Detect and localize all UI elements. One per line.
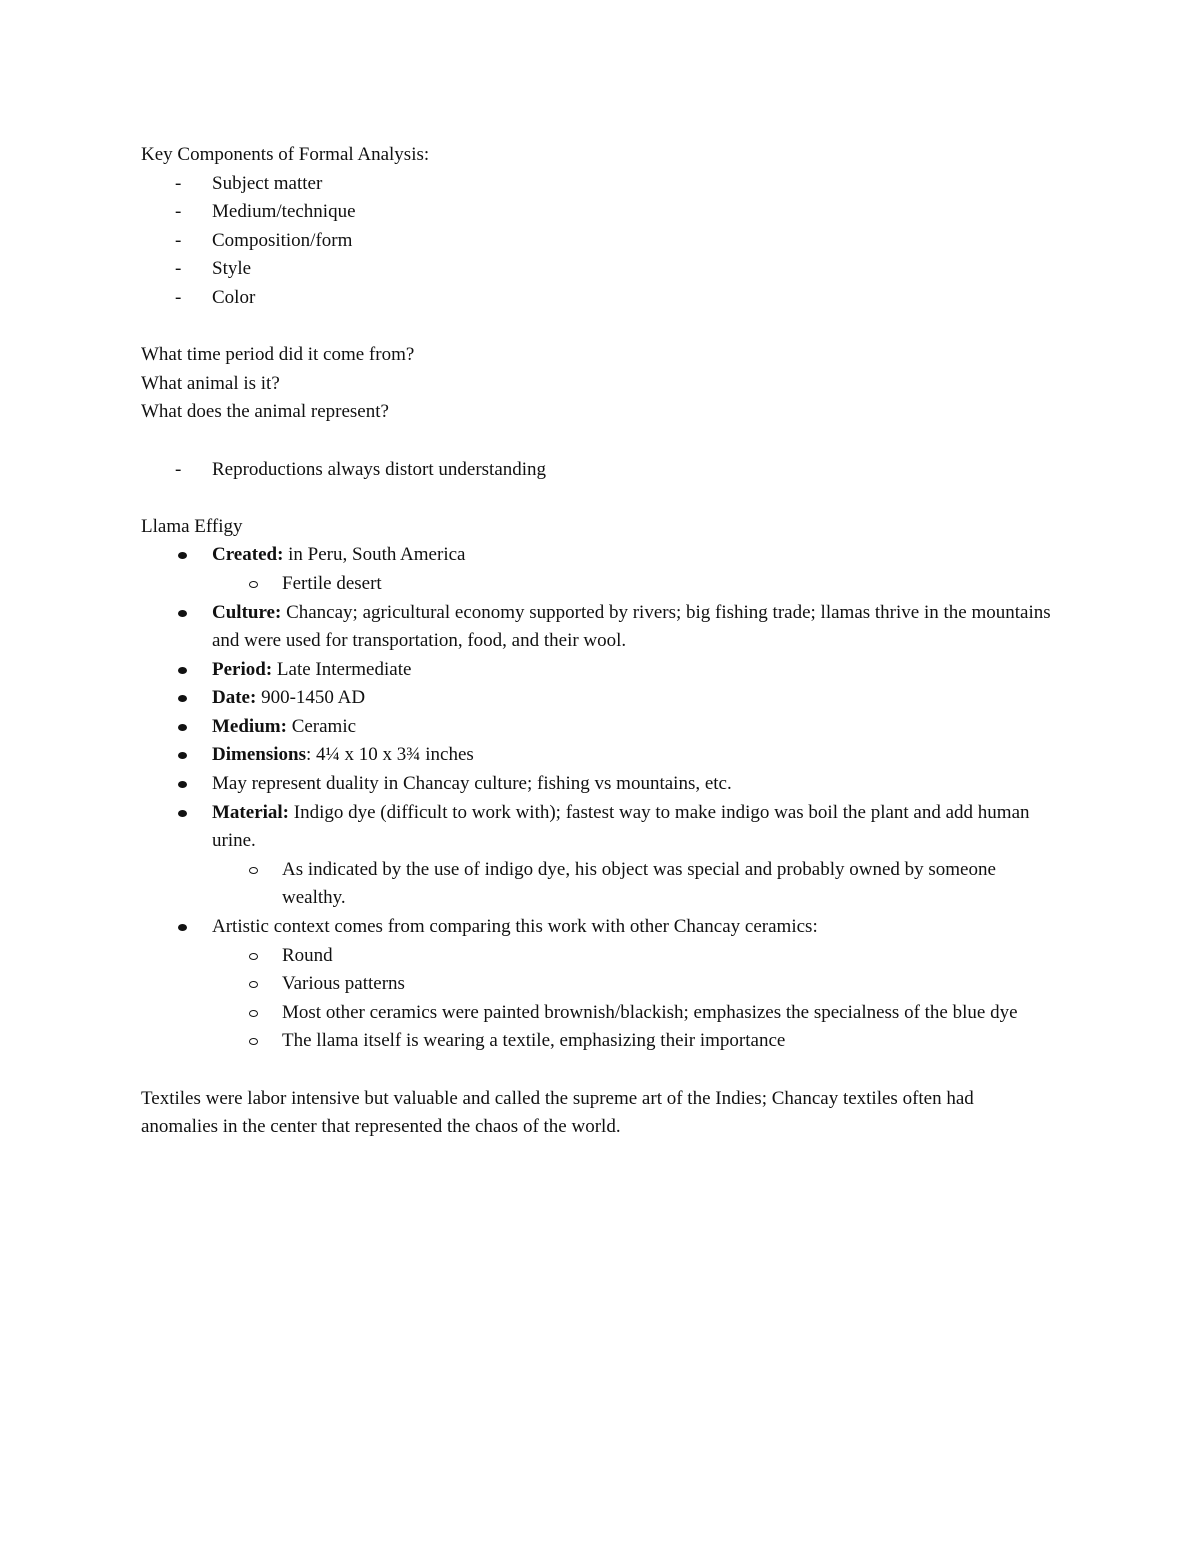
bullet-marker — [178, 924, 187, 931]
context-text: Artistic context comes from comparing this work with other Chancay ceramics: — [212, 916, 818, 938]
bullet-item-date — [141, 684, 1061, 713]
textiles-paragraph: Textiles were labor intensive but valuable and called the supreme art of the Indies; Chancay textiles often had anomalies in the center that represented the chaos of the world. — [141, 1087, 974, 1138]
dash-marker: - — [175, 458, 182, 480]
bullet-item-period — [141, 656, 1061, 685]
material-text: Indigo dye (difficult to work with); fastest way to make indigo was boil the plant and add human urine. — [212, 801, 1030, 852]
reproductions-note: Reproductions always distort understanding — [212, 458, 547, 480]
circle-marker — [249, 953, 258, 960]
sub-item-text: The llama itself is wearing a textile, emphasizing their importance — [282, 1030, 786, 1052]
llama-title: Llama Effigy — [141, 515, 243, 537]
dash-marker: - — [175, 258, 182, 280]
question-line: What does the animal represent? — [141, 401, 389, 423]
bullet-item-context — [141, 913, 1061, 942]
circle-marker — [249, 981, 258, 988]
culture-text: Chancay; agricultural economy supported by rivers; big fishing trade; llamas thrive in the mountains and were used for transportation, food, and their wool. — [212, 601, 1051, 652]
dash-marker: - — [175, 172, 182, 194]
sub-item — [141, 999, 1061, 1028]
circle-marker — [249, 1010, 258, 1017]
circle-marker — [249, 867, 258, 874]
duality-text: May represent duality in Chancay culture; fishing vs mountains, etc. — [212, 773, 732, 795]
bullet-item-created — [141, 541, 1061, 570]
list-item-text: Style — [212, 258, 252, 280]
list-item — [141, 170, 1061, 199]
bullet-item-medium — [141, 713, 1061, 742]
list-item — [141, 284, 1061, 313]
medium-text: Ceramic — [286, 715, 357, 737]
date-label: Date: — [212, 687, 257, 709]
list-item-text: Subject matter — [212, 172, 323, 194]
question-line: What animal is it? — [141, 372, 280, 394]
bullet-marker — [178, 781, 187, 788]
dash-marker: - — [175, 201, 182, 223]
list-item-text: Color — [212, 286, 256, 308]
list-item — [141, 456, 1061, 485]
period-text: Late Intermediate — [272, 658, 412, 680]
created-label: Created: — [212, 544, 284, 566]
list-item-text: Composition/form — [212, 229, 353, 251]
question-line: What time period did it come from? — [141, 344, 415, 366]
key-components-heading: Key Components of Formal Analysis: — [141, 144, 430, 165]
sub-item — [141, 856, 1061, 913]
created-text: in Peru, South America — [283, 544, 466, 566]
bullet-marker — [178, 752, 187, 759]
bullet-marker — [178, 610, 187, 617]
sub-item — [141, 942, 1061, 971]
dimensions-label: Dimensions — [212, 744, 306, 766]
period-label: Period: — [212, 658, 273, 680]
dash-marker: - — [175, 229, 182, 251]
dimensions-text: : 4¼ x 10 x 3¾ inches — [305, 744, 474, 766]
bullet-item-culture — [141, 599, 1061, 656]
sub-item-text: Fertile desert — [282, 572, 382, 594]
circle-marker — [249, 581, 258, 588]
bullet-marker — [178, 810, 187, 817]
list-item — [141, 227, 1061, 256]
medium-label: Medium: — [212, 715, 287, 737]
circle-marker — [249, 1038, 258, 1045]
bullet-item-material — [141, 799, 1061, 856]
list-item — [141, 255, 1061, 284]
sub-item-text: Various patterns — [282, 973, 405, 995]
bullet-marker — [178, 667, 187, 674]
sub-item — [141, 970, 1061, 999]
culture-label: Culture: — [212, 601, 282, 623]
bullet-marker — [178, 552, 187, 559]
material-label: Material: — [212, 801, 290, 823]
sub-item-text: Most other ceramics were painted brownish/blackish; emphasizes the specialness of the blue dye — [282, 1001, 1018, 1023]
bullet-marker — [178, 695, 187, 702]
list-item-text: Medium/technique — [212, 201, 356, 223]
date-text: 900-1450 AD — [256, 687, 366, 709]
bullet-item-duality — [141, 770, 1061, 799]
sub-item — [141, 570, 1061, 599]
sub-item-text: Round — [282, 944, 333, 966]
dash-marker: - — [175, 286, 182, 308]
bullet-item-dimensions — [141, 741, 1061, 770]
sub-item — [141, 1027, 1061, 1056]
bullet-marker — [178, 724, 187, 731]
sub-item-text: As indicated by the use of indigo dye, his object was special and probably owned by someone wealthy. — [282, 858, 996, 909]
document-page — [141, 141, 1061, 1142]
list-item — [141, 198, 1061, 227]
